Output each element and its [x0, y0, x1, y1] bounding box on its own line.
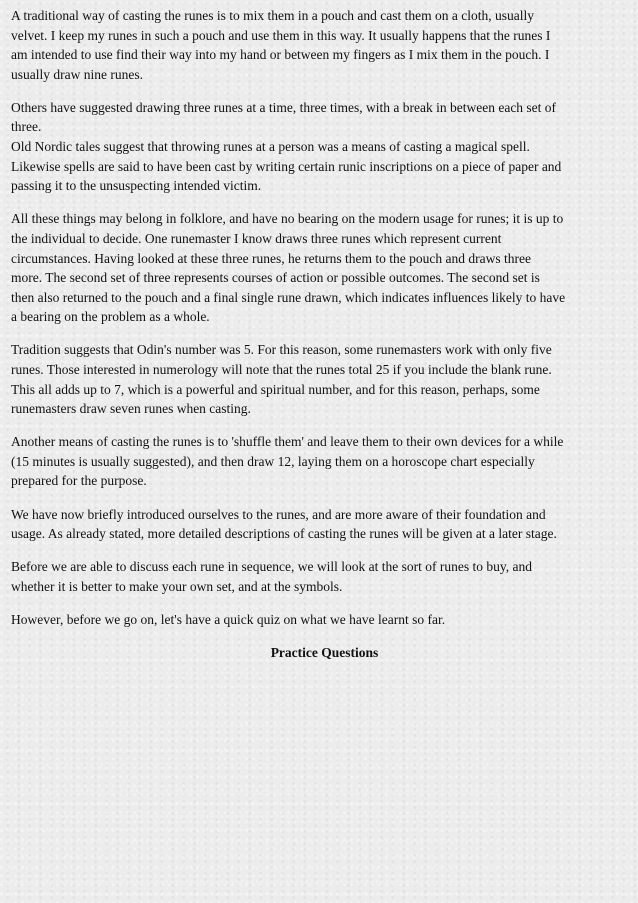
text-line: usually draw nine runes. [11, 66, 143, 82]
text-line: runemasters draw seven runes when casting. [11, 401, 251, 417]
text-line: usage. As already stated, more detailed descriptions of casting the runes will be given at a later stage. [11, 526, 557, 542]
paragraph-casting-pouch [11, 6, 628, 84]
text-line: the individual to decide. One runemaster I know draws three runes which represent current [11, 230, 502, 246]
text-line: Before we are able to discuss each rune in sequence, we will look at the sort of runes to buy, and [11, 559, 532, 575]
text-line: Another means of casting the runes is to 'shuffle them' and leave them to their own devices for a while [11, 434, 564, 450]
text-line: Old Nordic tales suggest that throwing runes at a person was a means of casting a magical spell. [11, 139, 530, 155]
text-line: Others have suggested drawing three runes at a time, three times, with a break in between each set of [11, 99, 557, 115]
text-line: This all adds up to 7, which is a powerful and spiritual number, and for this reason, perhaps, some [11, 381, 540, 397]
paragraph-introduction-summary [11, 505, 628, 544]
text-line: (15 minutes is usually suggested), and then draw 12, laying them on a horoscope chart especially [11, 453, 535, 469]
paragraph-runemaster-method [11, 209, 628, 327]
text-line: more. The second set of three represents courses of action or possible outcomes. The second set is [11, 270, 540, 286]
text-line: All these things may belong in folklore, and have no bearing on the modern usage for runes; it is up to [11, 211, 564, 227]
text-line: Likewise spells are said to have been cast by writing certain runic inscriptions on a piece of paper and [11, 158, 562, 174]
text-line: am intended to use find their way into my hand or between my fingers as I mix them in the pouch. I [11, 47, 550, 63]
text-line: a bearing on the problem as a whole. [11, 309, 210, 325]
text-line: A traditional way of casting the runes is to mix them in a pouch and cast them on a cloth, usually [11, 8, 535, 23]
section-heading: Practice Questions [270, 645, 379, 661]
text-line: We have now briefly introduced ourselves to the runes, and are more aware of their foundation and [11, 506, 546, 522]
text-line: passing it to the unsuspecting intended victim. [11, 178, 262, 194]
text-line: circumstances. Having looked at these three runes, he returns them to the pouch and draws three [11, 250, 531, 266]
text-line: velvet. I keep my runes in such a pouch and use them in this way. It usually happens that the runes I [11, 27, 551, 43]
text-line: whether it is better to make your own set, and at the symbols. [11, 578, 343, 594]
text-line: three. [11, 119, 42, 135]
text-line: However, before we go on, let's have a quick quiz on what we have learnt so far. [11, 611, 446, 627]
paragraph-three-runes-folklore [11, 98, 628, 196]
text-line: prepared for the purpose. [11, 473, 147, 489]
text-line: then also returned to the pouch and a final single rune drawn, which indicates influences likely to have [11, 289, 566, 305]
paragraph-shuffle-method [11, 432, 628, 491]
paragraph-next-topics [11, 557, 628, 596]
paragraph-odins-number [11, 340, 628, 418]
text-line: runes. Those interested in numerology will note that the runes total 25 if you include the blank rune. [11, 362, 552, 377]
paragraph-quiz-intro [11, 610, 628, 630]
text-line: Tradition suggests that Odin's number was 5. For this reason, some runemasters work with only five [11, 342, 552, 358]
